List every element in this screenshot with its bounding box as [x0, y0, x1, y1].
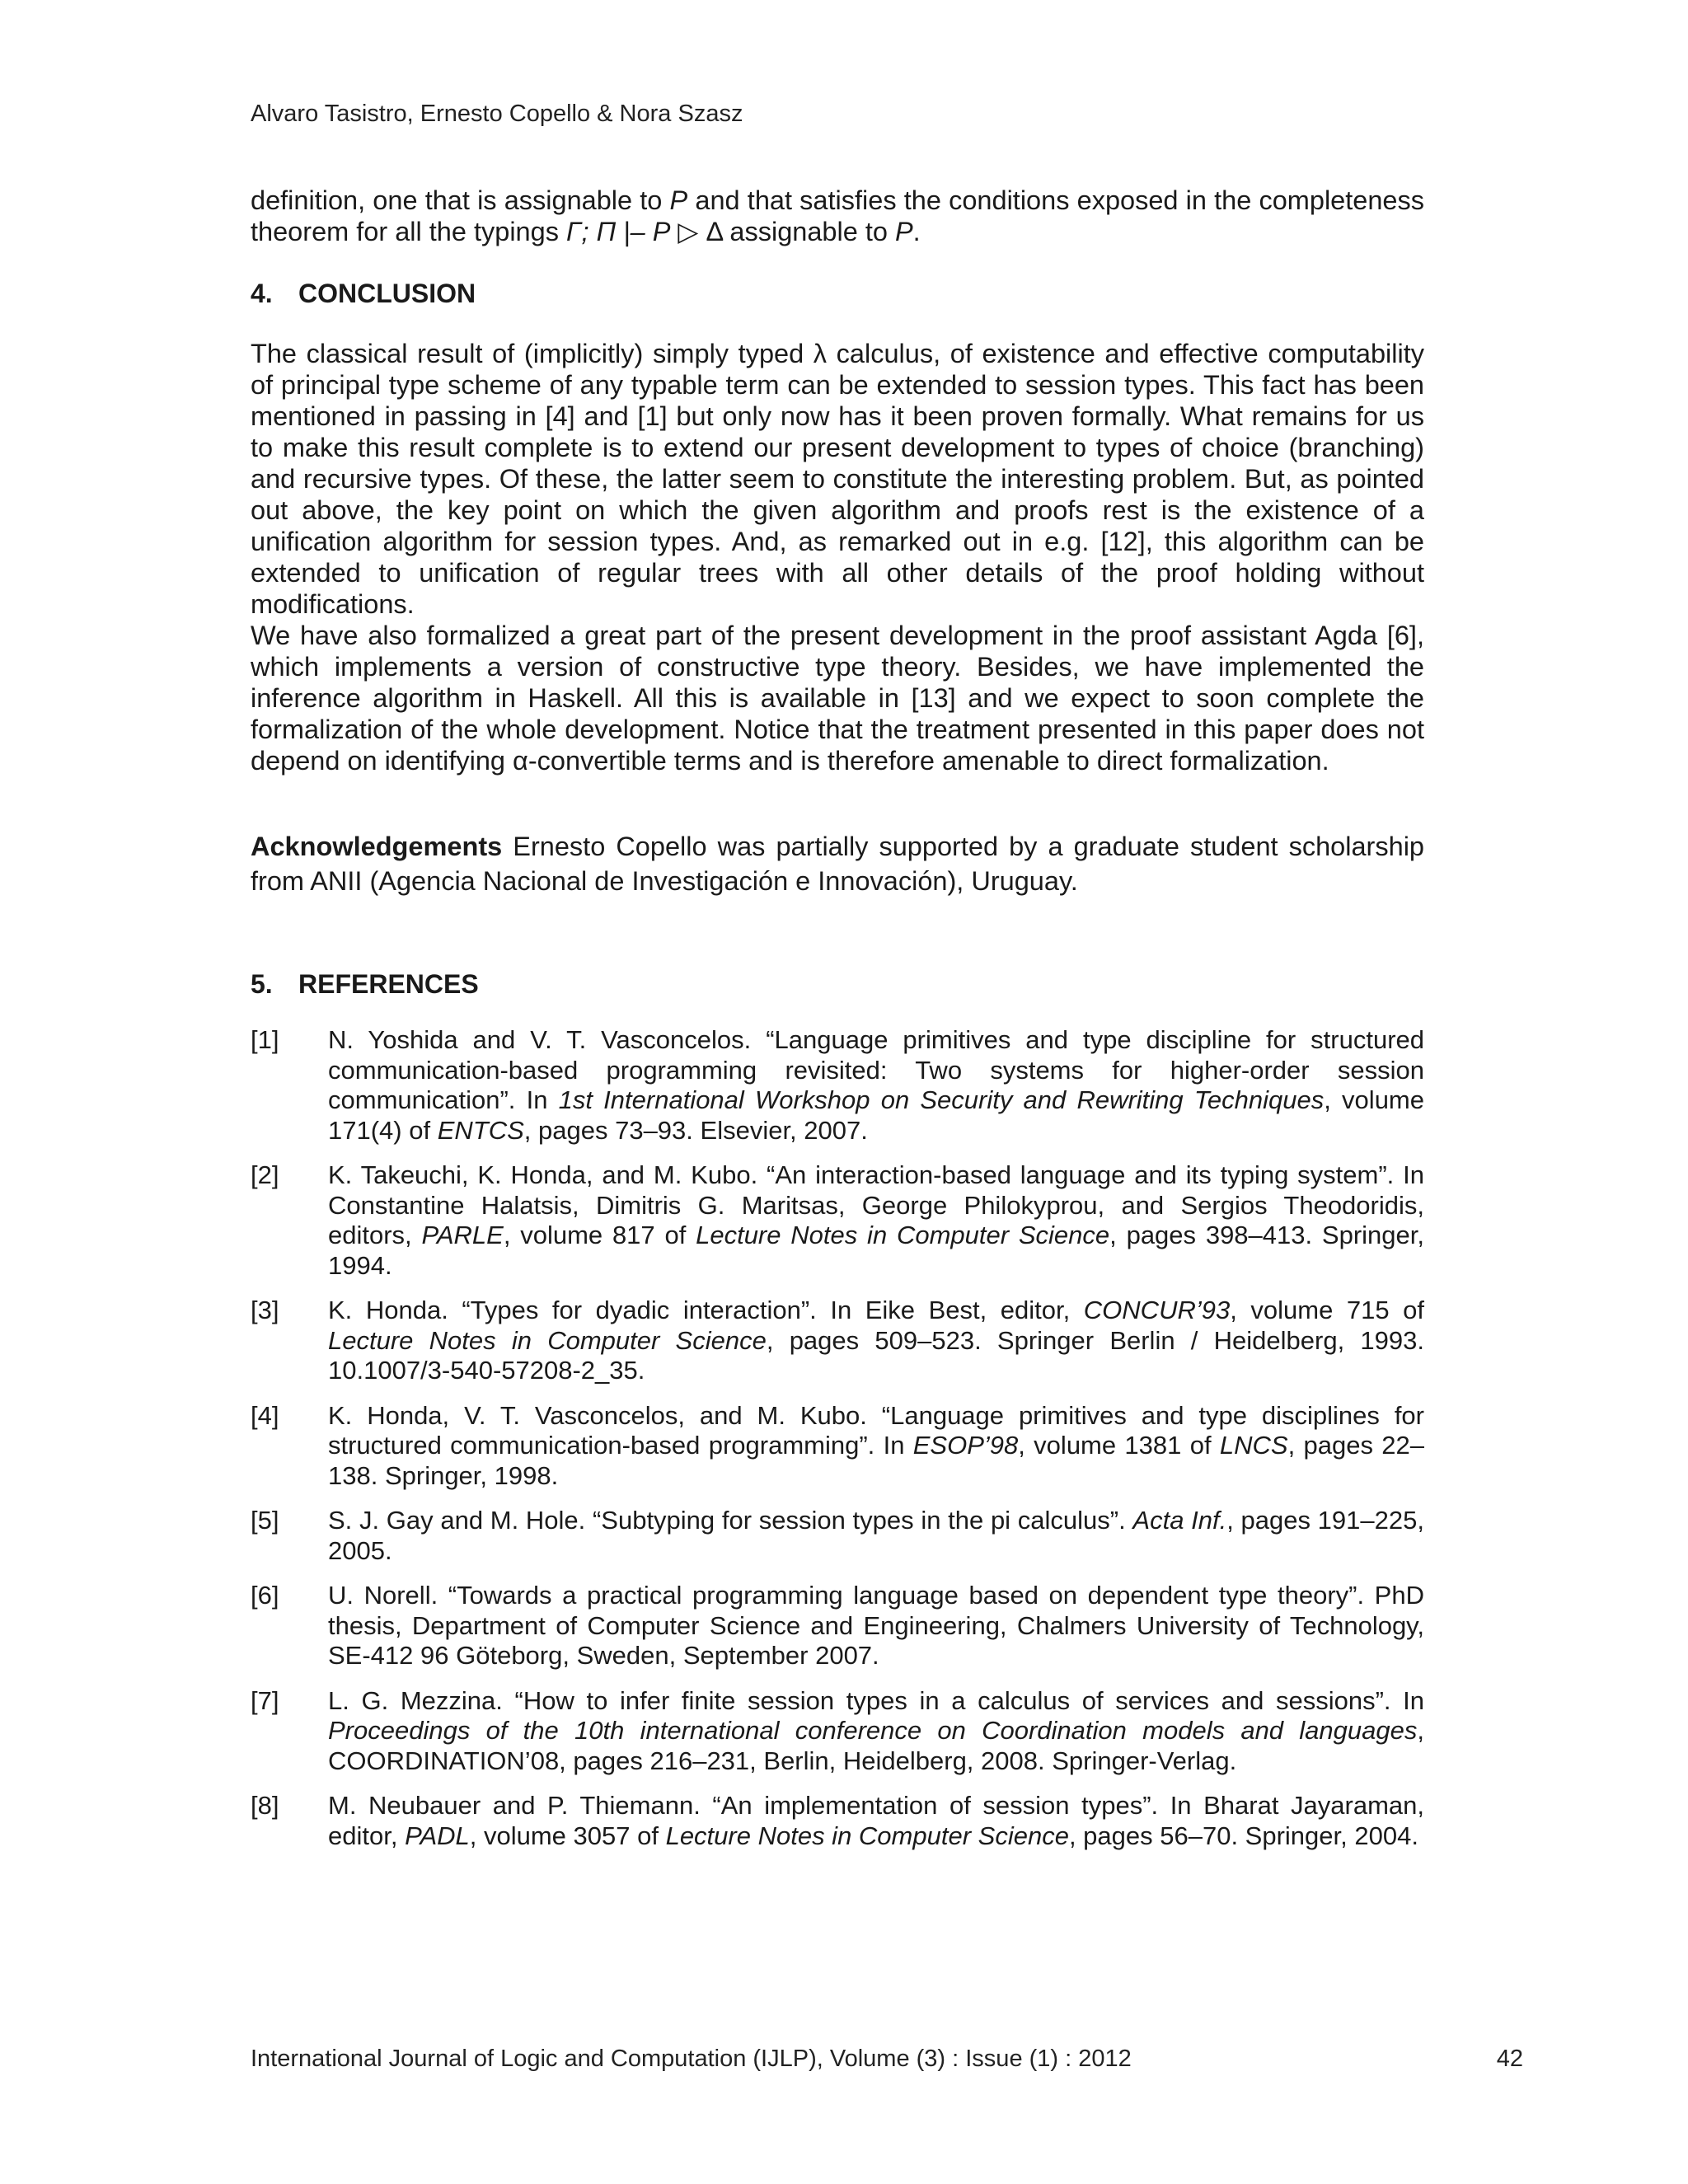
reference-label: [3]: [251, 1296, 279, 1324]
conclusion-paragraph-2: We have also formalized a great part of the present development in the proof assistant Agda [6], which implements a version of constructive type theory. Besides, we have implemented the inference algorithm in Haskell. All this is available in [13] and we expect to soon complete the formalization of the whole development. Notice that the treatment presented in this paper does not depend on identifying α-convertible terms and is therefore amenable to direct formalization.: [251, 621, 1424, 776]
intro-paragraph: [251, 185, 1424, 247]
reference-text: K. Honda, V. T. Vasconcelos, and M. Kubo. “Language primitives and type disciplines for structured communication-based programming”. In ESOP’98, volume 1381 of LNCS, pages 22–138. Springer, 1998.: [328, 1400, 1424, 1490]
section-title: CONCLUSION: [298, 279, 476, 308]
reference-text: L. G. Mezzina. “How to infer finite session types in a calculus of services and sessions”. In Proceedings of the 10th international conference on Coordination models and languages, COORDINATION’08, pages 216–231, Berlin, Heidelberg, 2008. Springer-Verlag.: [328, 1685, 1424, 1775]
reference-text: K. Honda. “Types for dyadic interaction”. In Eike Best, editor, CONCUR’93, volume 715 of Lecture Notes in Computer Science, pages 509–523. Springer Berlin / Heidelberg, 1993. 10.1007/3-540-57208-2_35.: [328, 1296, 1425, 1385]
reference-label: [2]: [251, 1160, 279, 1189]
acknowledgements: [251, 829, 1424, 898]
reference-label: [1]: [251, 1025, 279, 1054]
reference-list: [251, 1025, 1424, 1851]
triangle-symbol: ▷: [678, 217, 699, 246]
reference-text: K. Takeuchi, K. Honda, and M. Kubo. “An interaction-based language and its typing system”. In Constantine Halatsis, Dimitris G. Maritsas, George Philokyprou, and Sergios Theodoridis, editors, PARLE, volume 817 of Lecture Notes in Computer Science, pages 398–413. Springer, 1994.: [328, 1160, 1424, 1280]
reference-label: [5]: [251, 1506, 279, 1535]
reference-item: [251, 1581, 1424, 1671]
reference-label: [6]: [251, 1581, 279, 1610]
intro-term-p: P: [894, 217, 913, 246]
intro-text: definition, one that is assignable to: [251, 185, 670, 215]
intro-typing: Γ; Π |– P: [565, 217, 671, 246]
reference-label: [7]: [251, 1685, 279, 1715]
reference-item: [251, 1686, 1424, 1777]
reference-item: [251, 1296, 1424, 1386]
section-heading-references: [251, 968, 1424, 1001]
intro-text: and that satisfies the conditions exposed in the completeness theorem for all the typings: [251, 185, 1424, 246]
reference-item: [251, 1506, 1424, 1566]
section-heading-conclusion: [251, 277, 1424, 310]
reference-text: S. J. Gay and M. Hole. “Subtyping for session types in the pi calculus”. Acta Inf., pages 191–225, 2005.: [328, 1506, 1424, 1565]
conclusion-paragraph-1: The classical result of (implicitly) simply typed λ calculus, of existence and effective computability of principal type scheme of any typable term can be extended to session types. This fact has been mentioned in passing in [4] and [1] but only now has it been proven formally. What remains for us to make this result complete is to extend our present development to types of choice (branching) and recursive types. Of these, the latter seem to constitute the interesting problem. But, as pointed out above, the key point on which the given algorithm and proofs rest is the existence of a unification algorithm for session types. And, as remarked out in e.g. [12], this algorithm can be extended to unification of regular trees with all other details of the proof holding without modifications.: [251, 339, 1424, 619]
reference-item: [251, 1791, 1424, 1851]
delta-symbol: Δ: [706, 217, 723, 246]
page-content: [251, 185, 1424, 1851]
acknowledgements-text: Ernesto Copello was partially supported by a graduate student scholarship from ANII (Agencia Nacional de Investigación e Innovación), Uruguay.: [251, 832, 1424, 896]
reference-label: [4]: [251, 1400, 279, 1430]
intro-text: assignable to: [722, 217, 895, 246]
section-number: 4.: [251, 279, 273, 308]
intro-text: .: [912, 217, 921, 246]
reference-text: N. Yoshida and V. T. Vasconcelos. “Language primitives and type discipline for structured communication-based programming revisited: Two systems for higher-order session communication”. In 1st International Workshop on Security and Rewriting Techniques, volume 171(4) of ENTCS, pages 73–93. Elsevier, 2007.: [328, 1025, 1424, 1145]
intro-term-p: P: [669, 185, 688, 215]
reference-text: M. Neubauer and P. Thiemann. “An implementation of session types”. In Bharat Jayaraman, editor, PADL, volume 3057 of Lecture Notes in Computer Science, pages 56–70. Springer, 2004.: [328, 1791, 1424, 1850]
reference-label: [8]: [251, 1791, 279, 1820]
reference-item: [251, 1401, 1424, 1492]
reference-item: [251, 1160, 1424, 1281]
reference-text: U. Norell. “Towards a practical programming language based on dependent type theory”. PhD thesis, Department of Computer Science and Engineering, Chalmers University of Technology, SE-412 96 Göteborg, Sweden, September 2007.: [328, 1581, 1424, 1670]
acknowledgements-label: Acknowledgements: [251, 832, 503, 861]
page-number: 42: [1496, 2046, 1523, 2072]
running-footer: [251, 2042, 1523, 2075]
section-title: REFERENCES: [298, 969, 479, 999]
running-header: Alvaro Tasistro, Ernesto Copello & Nora Szasz: [251, 101, 743, 127]
section-number: 5.: [251, 969, 273, 999]
reference-item: [251, 1025, 1424, 1146]
journal-citation: International Journal of Logic and Computation (IJLP), Volume (3) : Issue (1) : 2012: [251, 2046, 1132, 2072]
